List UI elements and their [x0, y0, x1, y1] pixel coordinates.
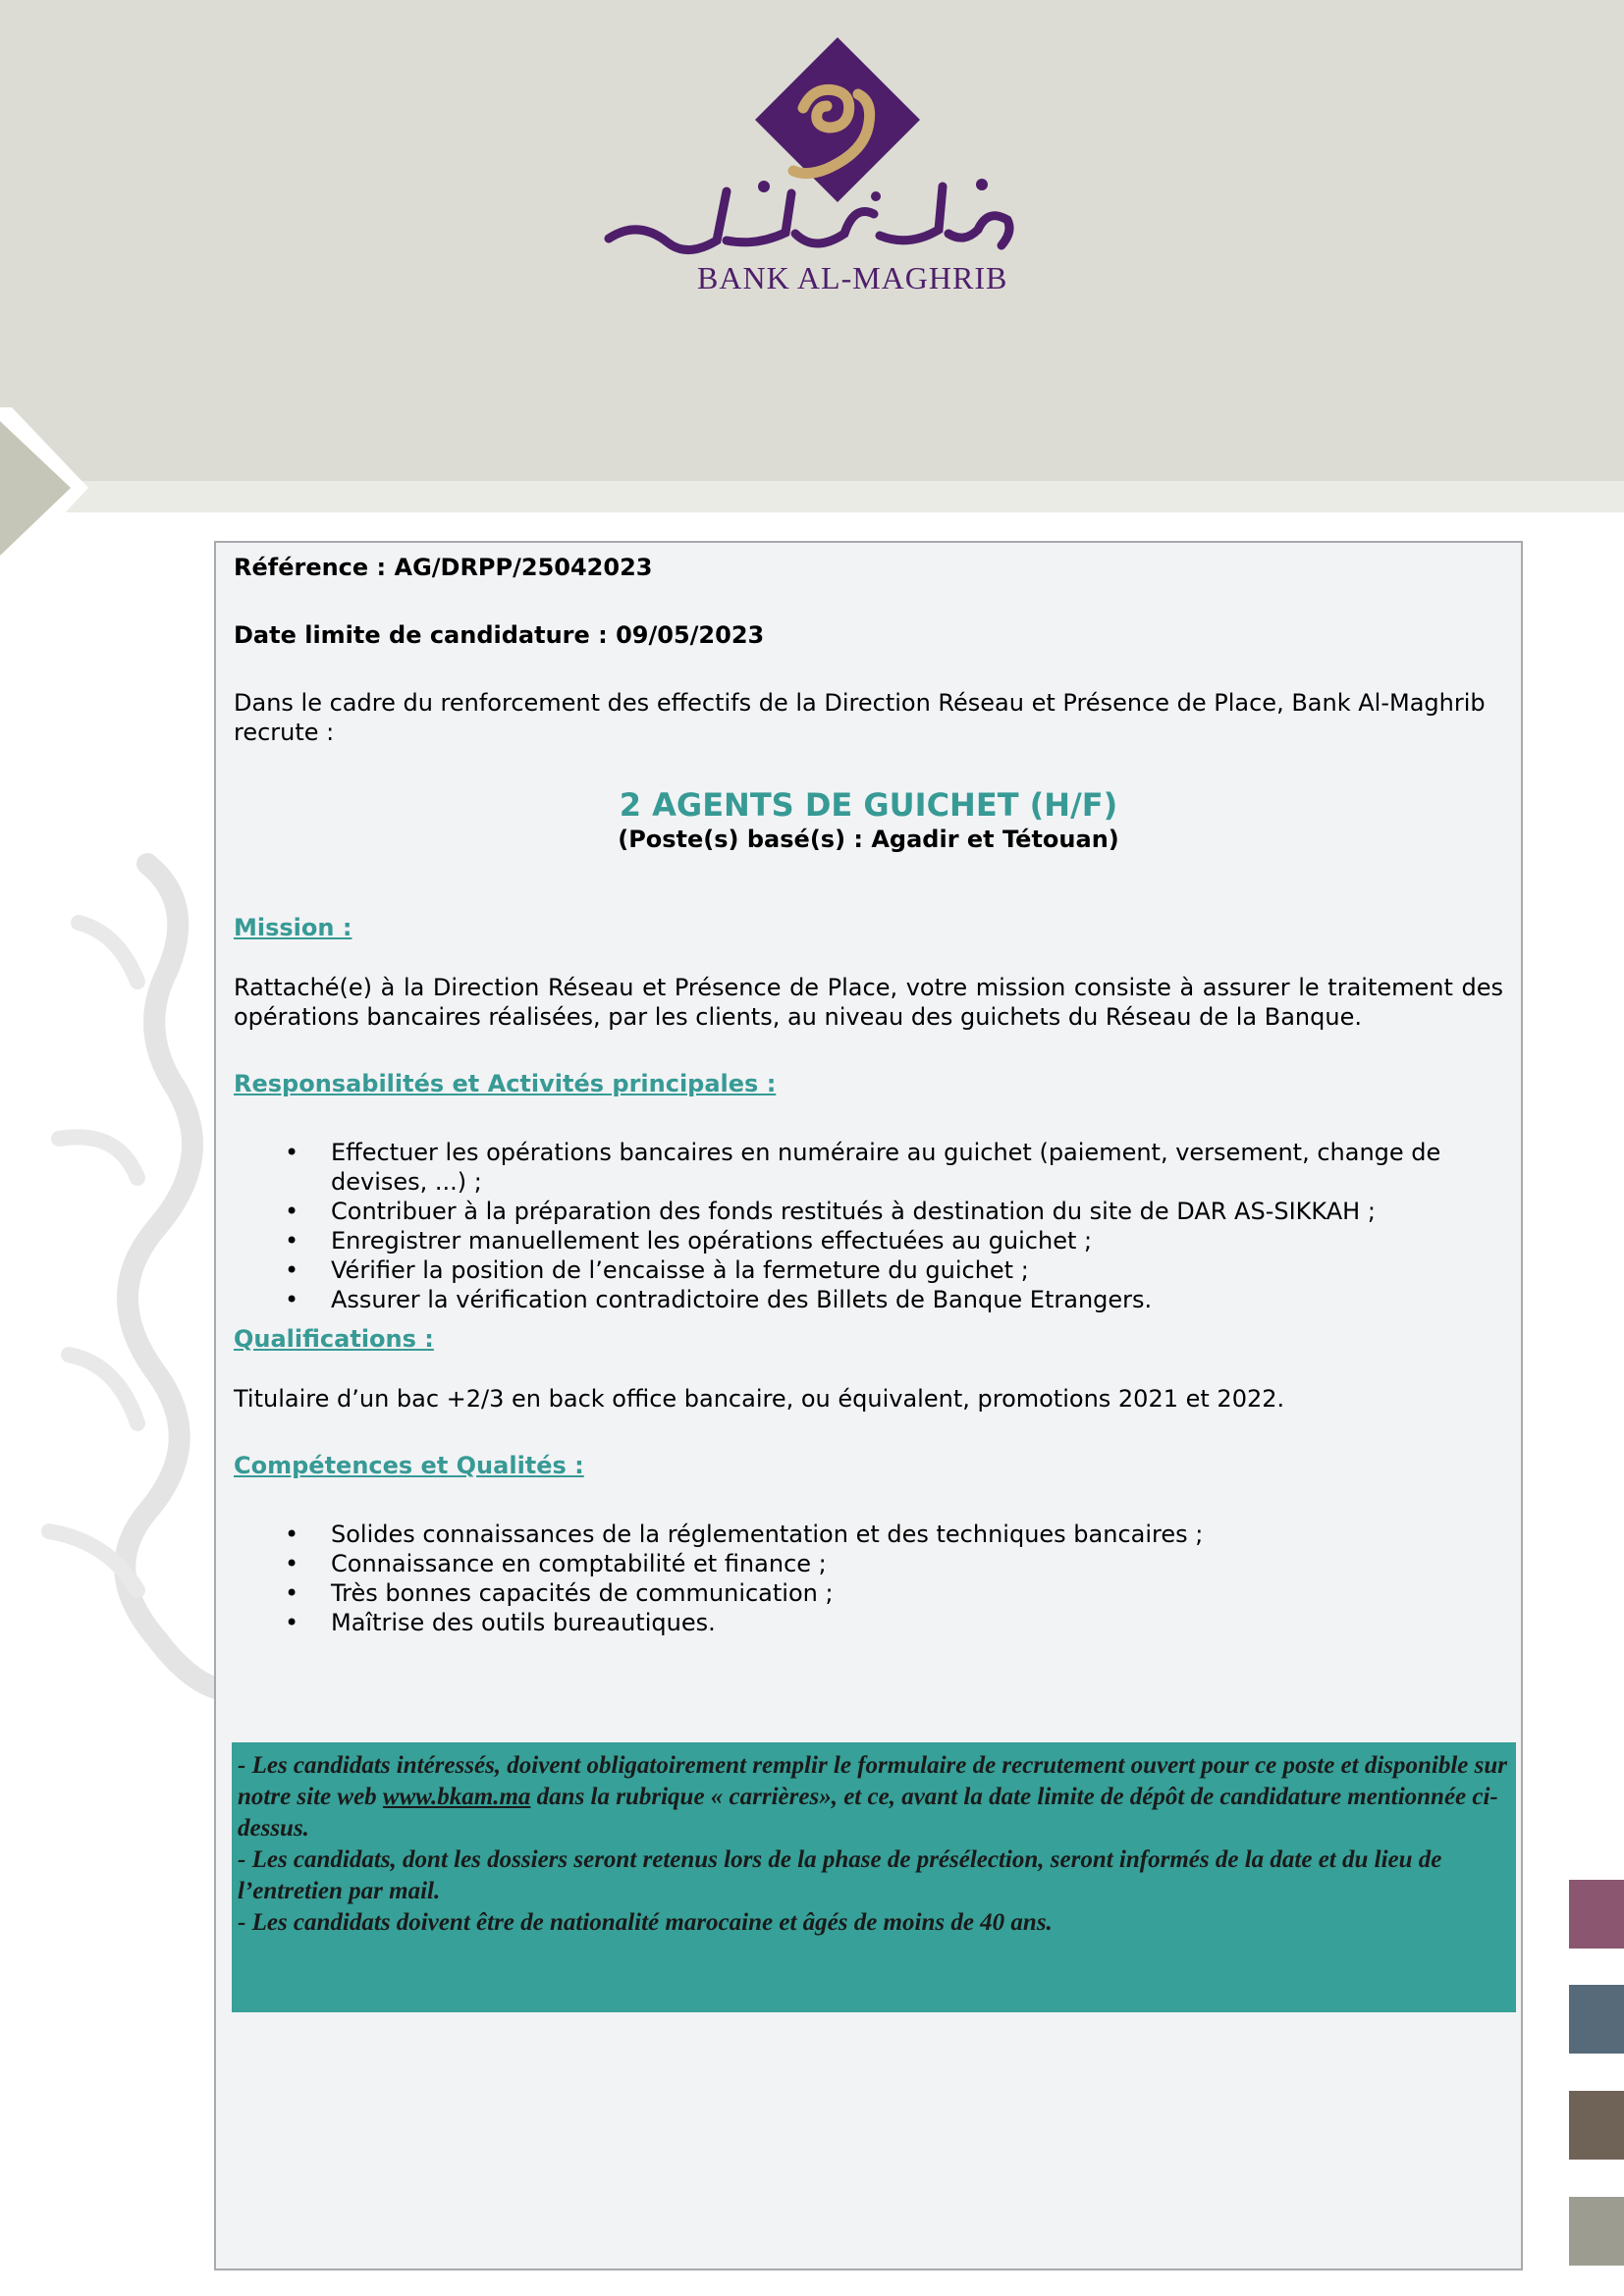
website-link[interactable]: www.bkam.ma [382, 1784, 531, 1810]
deadline: Date limite de candidature : 09/05/2023 [234, 621, 765, 649]
reference: Référence : AG/DRPP/25042023 [234, 554, 653, 581]
notice-line-1 [238, 1750, 1510, 1844]
color-swatch-4 [1569, 2197, 1624, 2266]
intro-text: Dans le cadre du renforcement des effectifs de la Direction Réseau et Présence de Place, Bank Al-Maghrib recrute : [234, 689, 1486, 746]
list-item: • Connaissance en comptabilité et finance ; [234, 1549, 1503, 1578]
color-swatch-2 [1569, 1985, 1624, 2054]
list-item: • Contribuer à la préparation des fonds restitués à destination du site de DAR AS-SIKKAH ; [234, 1197, 1503, 1226]
color-swatch-1 [1569, 1880, 1624, 1949]
list-item: • Maîtrise des outils bureautiques. [234, 1608, 1503, 1637]
job-location: (Poste(s) basé(s) : Agadir et Tétouan) [618, 826, 1119, 853]
list-item: • Enregistrer manuellement les opérations effectuées au guichet ; [234, 1226, 1503, 1255]
application-notice [232, 1742, 1516, 2012]
arabic-watermark [20, 844, 236, 1787]
qualifications-text: Titulaire d’un bac +2/3 en back office bancaire, ou équivalent, promotions 2021 et 2022. [234, 1385, 1285, 1413]
list-item: • Vérifier la position de l’encaisse à la fermeture du guichet ; [234, 1255, 1503, 1285]
qualifications-heading: Qualifications : [234, 1325, 434, 1353]
job-title: 2 AGENTS DE GUICHET (H/F) [619, 786, 1118, 824]
list-item: • Très bonnes capacités de communication ; [234, 1578, 1503, 1608]
responsibilities-heading: Responsabilités et Activités principales : [234, 1070, 777, 1097]
chevron-decoration [0, 407, 88, 569]
mission-text: Rattaché(e) à la Direction Réseau et Présence de Place, votre mission consiste à assurer le traitement des opérations bancaires réalisées, par les clients, au niveau des guichets du Réseau de la Banque. [234, 974, 1503, 1031]
bank-logo [589, 37, 1031, 302]
responsibilities-list [234, 1138, 1503, 1314]
competences-heading: Compétences et Qualités : [234, 1452, 584, 1479]
list-item: • Effectuer les opérations bancaires en numéraire au guichet (paiement, versement, change de devises, ...) ; [234, 1138, 1503, 1197]
mission-heading: Mission : [234, 914, 352, 941]
list-item: • Solides connaissances de la réglementation et des techniques bancaires ; [234, 1520, 1503, 1549]
color-swatch-3 [1569, 2091, 1624, 2160]
notice-text: - Les candidats intéressés, doivent obligatoirement remplir le formulaire de recrutement ouvert pour ce poste et disponible sur notre site web [238, 1752, 1508, 1810]
header-strip [0, 481, 1624, 512]
notice-text: dans la rubrique « carrières», et ce, avant la date limite de dépôt de candidature mentionnée ci-dessus. [238, 1784, 1498, 1842]
competences-list [234, 1520, 1503, 1637]
list-item: • Assurer la vérification contradictoire des Billets de Banque Etrangers. [234, 1285, 1503, 1314]
logo-text: BANK AL-MAGHRIB [697, 260, 1008, 295]
notice-line-3: - Les candidats doivent être de nationalité marocaine et âgés de moins de 40 ans. [238, 1909, 1053, 1936]
notice-line-2: - Les candidats, dont les dossiers seront retenus lors de la phase de présélection, seront informés de la date et du lieu de l’entretien par mail. [238, 1846, 1442, 1904]
